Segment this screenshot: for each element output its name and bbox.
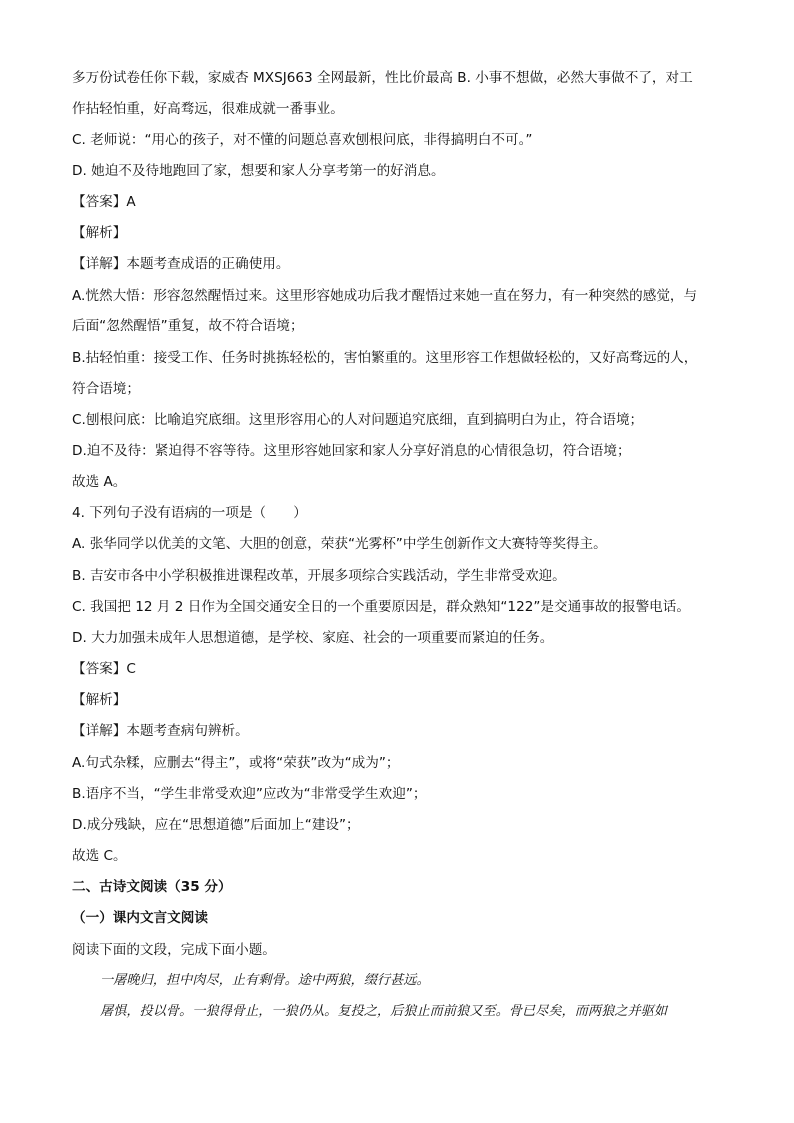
detail-label: 【详解】本题考查病句辨析。 xyxy=(72,723,249,739)
text-line: D.迫不及待：紧迫得不容等待。这里形容她回家和家人分享好消息的心情很急切，符合语境； xyxy=(72,443,631,459)
option-d: D. 她迫不及待地跑回了家，想要和家人分享考第一的好消息。 xyxy=(72,163,445,179)
option-c: C. 我国把 12 月 2 日作为全国交通安全日的一个重要原因是，群众熟知“122”是交通事故的报警电话。 xyxy=(72,599,690,615)
text-line: 多万份试卷任你下载，家威杏 MXSJ663 全网最新，性比价最高 B. 小事不想做，必然大事做不了，对工 xyxy=(72,70,693,86)
option-a: A. 张华同学以优美的文笔、大胆的创意，荣获“光雾杯”中学生创新作文大赛特等奖得主。 xyxy=(72,536,607,552)
classical-text-line: 屠惧，投以骨。一狼得骨止，一狼仍从。复投之，后狼止而前狼又至。骨已尽矣，而两狼之并驱如 xyxy=(100,1004,668,1019)
text-line: D.成分残缺，应在“思想道德”后面加上“建设”； xyxy=(72,817,360,833)
classical-text-line: 一屠晚归，担中肉尽，止有剩骨。途中两狼，缀行甚远。 xyxy=(100,973,430,988)
analysis-label: 【解析】 xyxy=(72,692,127,708)
option-c: C. 老师说：“用心的孩子，对不懂的问题总喜欢刨根问底，非得搞明白不可。” xyxy=(72,132,533,148)
text-line: 符合语境； xyxy=(72,381,140,397)
text-line: B.拈轻怕重：接受工作、任务时挑拣轻松的，害怕繁重的。这里形容工作想做轻松的，又好高骛远的人， xyxy=(72,350,698,366)
subsection-heading: （一）课内文言文阅读 xyxy=(72,910,208,926)
answer-label: 【答案】C xyxy=(72,661,136,677)
section-heading: 二、古诗文阅读（35 分） xyxy=(72,879,232,895)
instruction-text: 阅读下面的文段，完成下面小题。 xyxy=(72,942,276,958)
question-4: 4. 下列句子没有语病的一项是（ ） xyxy=(72,505,307,521)
text-line: A.恍然大悟：形容忽然醒悟过来。这里形容她成功后我才醒悟过来她一直在努力，有一种突然的感觉，与 xyxy=(72,288,698,304)
text-line: 故选 C。 xyxy=(72,848,127,864)
analysis-label: 【解析】 xyxy=(72,225,127,241)
text-line: 作拈轻怕重，好高骛远，很难成就一番事业。 xyxy=(72,101,344,117)
text-line: 后面“忽然醒悟”重复，故不符合语境； xyxy=(72,318,304,334)
detail-label: 【详解】本题考查成语的正确使用。 xyxy=(72,256,290,272)
option-d: D. 大力加强未成年人思想道德，是学校、家庭、社会的一项重要而紧迫的任务。 xyxy=(72,630,554,646)
option-b: B. 吉安市各中小学积极推进课程改革，开展多项综合实践活动，学生非常受欢迎。 xyxy=(72,568,566,584)
text-line: B.语序不当，“学生非常受欢迎”应改为“非常受学生欢迎”； xyxy=(72,786,427,802)
answer-label: 【答案】A xyxy=(72,194,136,210)
text-line: C.刨根问底：比喻追究底细。这里形容用心的人对问题追究底细，直到搞明白为止，符合语境； xyxy=(72,412,644,428)
text-line: 故选 A。 xyxy=(72,474,127,490)
text-line: A.句式杂糅，应删去“得主”，或将“荣获”改为“成为”； xyxy=(72,755,400,771)
